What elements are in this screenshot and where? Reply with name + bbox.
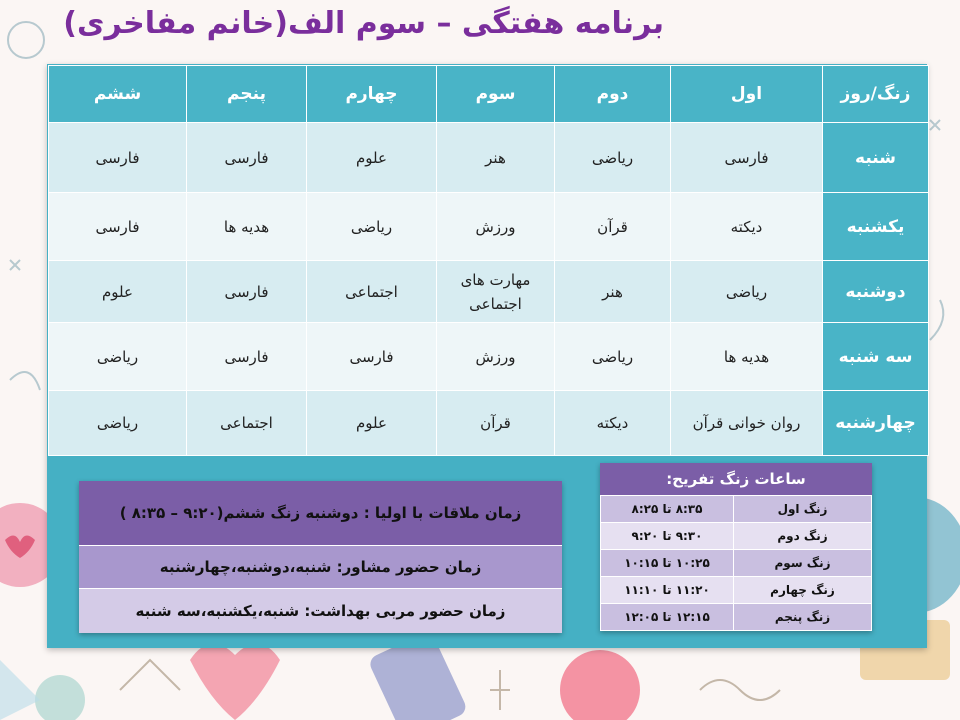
table-cell: اجتماعی [187,391,307,456]
table-row [49,123,929,193]
break-times-box [600,463,872,631]
table-cell: علوم [307,391,437,456]
day-label: یکشنبه [823,193,929,261]
table-cell: ریاضی [555,123,671,193]
period-header: چهارم [307,66,437,123]
period-header: ششم [49,66,187,123]
table-cell: فارسی [187,123,307,193]
table-cell: فارسی [187,261,307,323]
page-title: برنامه هفتگی – سوم الف(خانم مفاخری) [63,6,664,41]
parent-meeting-time: زمان ملاقات با اولیا : دوشنبه زنگ ششم(۹:۲۰ – ۸:۳۵ ) [79,481,562,546]
break-times-table [600,495,872,631]
period-header: سوم [437,66,555,123]
table-cell: هدیه ها [187,193,307,261]
table-cell: قرآن [555,193,671,261]
table-row [601,550,872,577]
table-cell: روان خوانی قرآن [671,391,823,456]
bell-name: زنگ دوم [734,523,872,550]
day-label: سه شنبه [823,323,929,391]
table-row [601,496,872,523]
day-label: چهارشنبه [823,391,929,456]
corner-header: زنگ/روز [823,66,929,123]
day-label: دوشنبه [823,261,929,323]
table-cell: ریاضی [49,391,187,456]
bell-time: ۱۱:۲۰ تا ۱۱:۱۰ [601,577,734,604]
table-cell: هدیه ها [671,323,823,391]
table-row [49,261,929,323]
table-cell: فارسی [671,123,823,193]
table-cell: دیکته [671,193,823,261]
table-cell: علوم [307,123,437,193]
table-row [49,391,929,456]
table-cell: ورزش [437,323,555,391]
table-cell: قرآن [437,391,555,456]
bell-time: ۹:۳۰ تا ۹:۲۰ [601,523,734,550]
bell-time: ۱۰:۲۵ تا ۱۰:۱۵ [601,550,734,577]
health-educator-days: زمان حضور مربی بهداشت: شنبه،یکشنبه،سه شنبه [79,589,562,633]
table-row [49,193,929,261]
table-cell: فارسی [307,323,437,391]
bell-time: ۸:۳۵ تا ۸:۲۵ [601,496,734,523]
bell-time: ۱۲:۱۵ تا ۱۲:۰۵ [601,604,734,631]
period-header: اول [671,66,823,123]
table-header-row [49,66,929,123]
table-cell: ریاضی [307,193,437,261]
bell-name: زنگ پنجم [734,604,872,631]
table-cell: فارسی [49,193,187,261]
bell-name: زنگ چهارم [734,577,872,604]
table-cell: ریاضی [555,323,671,391]
table-cell: فارسی [49,123,187,193]
period-header: دوم [555,66,671,123]
table-cell: هنر [437,123,555,193]
period-header: پنجم [187,66,307,123]
day-label: شنبه [823,123,929,193]
bell-name: زنگ اول [734,496,872,523]
counselor-days: زمان حضور مشاور: شنبه،دوشنبه،چهارشنبه [79,546,562,589]
table-row [49,323,929,391]
table-row [601,577,872,604]
table-cell: اجتماعی [307,261,437,323]
table-row [601,604,872,631]
table-cell: ریاضی [671,261,823,323]
table-cell: ورزش [437,193,555,261]
weekly-schedule-table [48,65,929,456]
table-row [601,523,872,550]
bell-name: زنگ سوم [734,550,872,577]
table-cell: فارسی [187,323,307,391]
table-cell: هنر [555,261,671,323]
break-times-title: ساعات زنگ تفریح: [600,463,872,495]
table-cell: مهارت های اجتماعی [437,261,555,323]
table-cell: علوم [49,261,187,323]
table-cell: دیکته [555,391,671,456]
table-cell: ریاضی [49,323,187,391]
info-box [79,481,562,633]
